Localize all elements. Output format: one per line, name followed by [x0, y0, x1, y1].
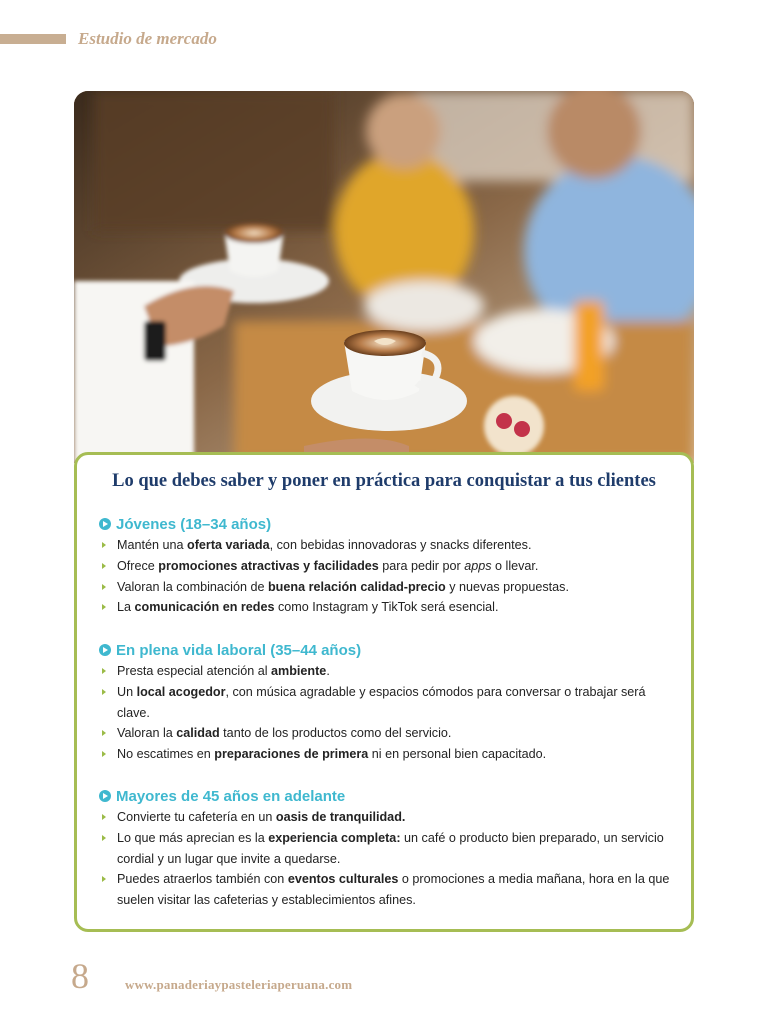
bullet-text: comunicación en redes: [134, 600, 275, 615]
section-head: [99, 639, 671, 661]
bullet-text: Lo que más aprecian es la: [117, 830, 269, 845]
bullet-text: Valoran la: [117, 726, 177, 741]
bullet-text: apps: [464, 558, 492, 573]
bullet-item: [99, 744, 671, 765]
bullet-text: Valoran la combinación de: [117, 579, 268, 594]
bullet-text: o llevar.: [491, 558, 539, 573]
bullet-text: Mantén una: [117, 538, 188, 552]
bullet-text: Un: [117, 684, 137, 699]
section-head: [99, 785, 671, 807]
bullet-text: experiencia completa:: [268, 830, 401, 845]
bullet-item: [99, 577, 671, 598]
bullet-text: oferta variada: [187, 538, 270, 552]
bullet-text: Presta especial atención al: [117, 664, 272, 678]
bullet-list: [99, 535, 671, 618]
bullet-text: un café o producto bien preparado, un servicio cordial y un lugar que invite a quedarse.: [117, 830, 664, 866]
tips-card: [74, 452, 694, 932]
bullet-item: [99, 661, 671, 682]
bullet-text: y nuevas propuestas.: [445, 579, 569, 594]
section-title: Mayores de 45 años en adelante: [116, 787, 346, 805]
bullet-list: [99, 661, 671, 765]
section-title: Jóvenes (18–34 años): [116, 515, 272, 533]
bullet-text: o promociones a media mañana, hora en la que suelen visitar las cafeterias y establecimientos afines.: [117, 872, 670, 908]
bullet-item: [99, 682, 671, 724]
card-title: Lo que debes saber y poner en práctica para conquistar a tus clientes: [112, 471, 656, 491]
bullet-text: oasis de tranquilidad.: [275, 810, 406, 824]
section-vida-laboral: [99, 639, 671, 765]
bullet-text: calidad: [176, 726, 220, 741]
section-mayores: [99, 785, 671, 911]
bullet-text: para pedir por: [378, 558, 465, 573]
header-accent-bar: [0, 34, 66, 44]
bullet-text: eventos culturales: [287, 872, 399, 887]
bullet-text: ambiente: [271, 664, 327, 678]
bullet-item: [99, 535, 671, 556]
bullet-item: [99, 723, 671, 744]
bullet-text: Ofrece: [117, 558, 159, 573]
bullet-text: Convierte tu cafetería en un: [117, 810, 276, 824]
section-header-title: Estudio de mercado: [78, 29, 217, 48]
play-circle-icon: [99, 790, 111, 802]
section-head: [99, 513, 671, 535]
bullet-item: [99, 869, 671, 911]
website-link[interactable]: www.panaderiaypasteleriaperuana.com: [125, 977, 353, 992]
bullet-item: [99, 597, 671, 618]
bullet-text: .: [326, 664, 330, 678]
play-circle-icon: [99, 518, 111, 530]
bullet-list: [99, 807, 671, 911]
bullet-item: [99, 807, 671, 828]
bullet-text: como Instagram y TikTok será esencial.: [274, 600, 499, 615]
bullet-text: , con música agradable y espacios cómodos para conversar o trabajar será clave.: [117, 684, 646, 720]
bullet-item: [99, 828, 671, 870]
bullet-text: No escatimes en: [117, 747, 215, 762]
bullet-text: , con bebidas innovadoras y snacks diferentes.: [269, 538, 532, 552]
section-jovenes: [99, 513, 671, 618]
section-title: En plena vida laboral (35–44 años): [116, 641, 362, 659]
page-number: 8: [71, 956, 89, 996]
bullet-text: local acogedor: [136, 684, 226, 699]
bullet-text: preparaciones de primera: [214, 747, 369, 762]
bullet-text: tanto de los productos como del servicio.: [219, 726, 452, 741]
bullet-text: La: [117, 600, 135, 615]
bullet-text: promociones atractivas y facilidades: [158, 558, 379, 573]
bullet-item: [99, 556, 671, 577]
play-circle-icon: [99, 644, 111, 656]
bullet-text: ni en personal bien capacitado.: [368, 747, 547, 762]
bullet-text: Puedes atraerlos también con: [117, 872, 288, 887]
bullet-text: buena relación calidad-precio: [267, 579, 446, 594]
cafe-photo: [74, 91, 694, 463]
